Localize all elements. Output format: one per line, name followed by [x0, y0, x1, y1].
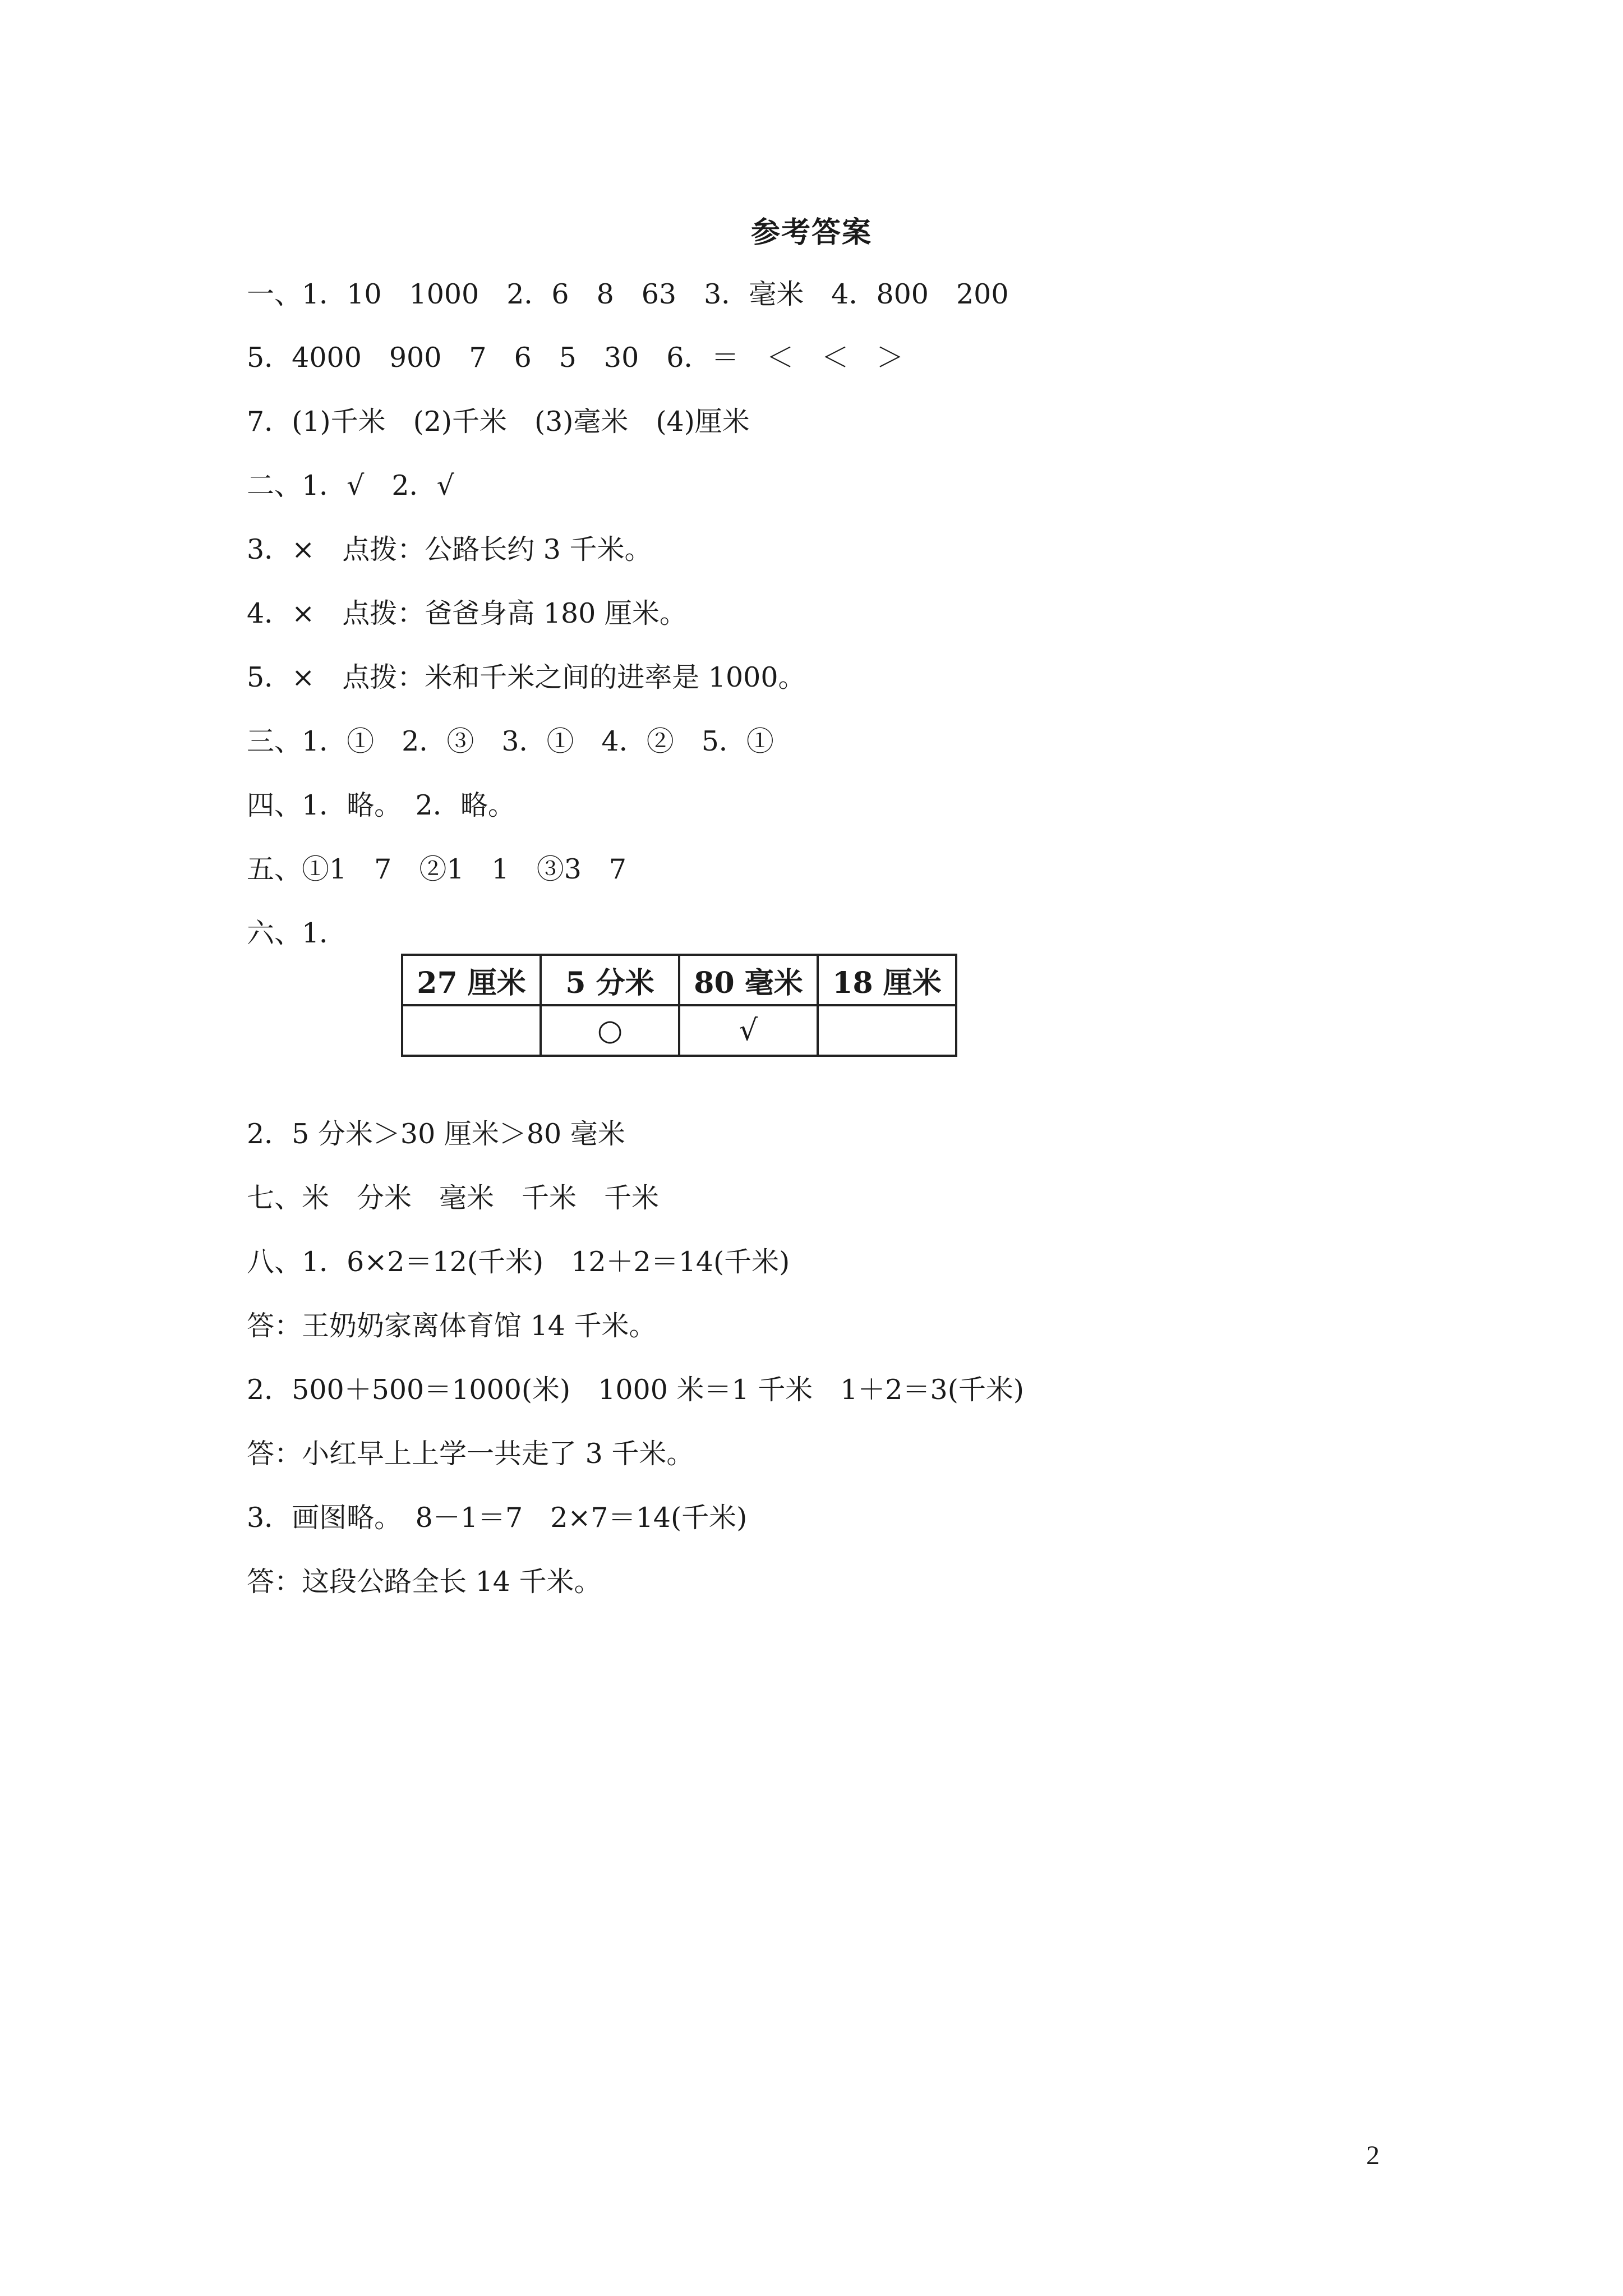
table-cell — [818, 1005, 956, 1056]
table-header-cell: 27 厘米 — [402, 955, 541, 1005]
answer-line-section-8-answer-2: 答：小红早上上学一共走了 3 千米。 — [247, 1438, 694, 1470]
answer-line-section-8-answer-1: 答：王奶奶家离体育馆 14 千米。 — [247, 1310, 657, 1342]
answer-line-section-2-part-1: 二、1．√ 2．√ — [247, 470, 454, 501]
comparison-table — [401, 954, 957, 1057]
table-header-cell: 5 分米 — [541, 955, 679, 1005]
table-cell — [402, 1005, 541, 1056]
answer-line-section-3: 三、1．① 2．③ 3．① 4．② 5．① — [247, 725, 774, 757]
page-title: 参考答案 — [750, 215, 872, 250]
answer-line-section-7: 七、米 分米 毫米 千米 千米 — [247, 1182, 660, 1214]
answer-line-section-2-item-5: 5．× 点拨：米和千米之间的进率是 1000。 — [247, 661, 806, 693]
table-header-row — [402, 955, 956, 1005]
table-cell-check-mark: √ — [679, 1005, 818, 1056]
page-number: 2 — [1366, 2141, 1380, 2170]
table-row — [402, 1005, 956, 1056]
table-header-cell: 18 厘米 — [818, 955, 956, 1005]
answer-line-section-8-answer-3: 答：这段公路全长 14 千米。 — [247, 1566, 602, 1598]
table-cell-circle-mark: ○ — [541, 1005, 679, 1056]
answer-line-section-1-part-3: 7．(1)千米 (2)千米 (3)毫米 (4)厘米 — [247, 406, 750, 438]
answer-line-section-2-item-3: 3．× 点拨：公路长约 3 千米。 — [247, 533, 652, 565]
answer-line-section-8-item-2: 2．500＋500＝1000(米) 1000 米＝1 千米 1＋2＝3(千米) — [247, 1374, 1024, 1406]
answer-line-section-6-item-2: 2．5 分米＞30 厘米＞80 毫米 — [247, 1118, 625, 1150]
answer-line-section-8-item-1: 八、1．6×2＝12(千米) 12＋2＝14(千米) — [247, 1246, 790, 1278]
answer-line-section-6-item-1: 六、1． — [247, 917, 347, 949]
answer-line-section-1-part-2: 5．4000 900 7 6 5 30 6．＝ ＜ ＜ ＞ — [247, 342, 904, 374]
answer-line-section-8-item-3: 3．画图略。 8－1＝7 2×7＝14(千米) — [247, 1502, 748, 1534]
answer-line-section-5: 五、①1 7 ②1 1 ③3 7 — [247, 853, 627, 885]
table-header-cell: 80 毫米 — [679, 955, 818, 1005]
answer-line-section-1-part-1: 一、1．10 1000 2．6 8 63 3．毫米 4．800 200 — [247, 278, 1009, 310]
answer-line-section-4: 四、1．略。 2．略。 — [247, 789, 515, 821]
answer-line-section-2-item-4: 4．× 点拨：爸爸身高 180 厘米。 — [247, 597, 687, 629]
